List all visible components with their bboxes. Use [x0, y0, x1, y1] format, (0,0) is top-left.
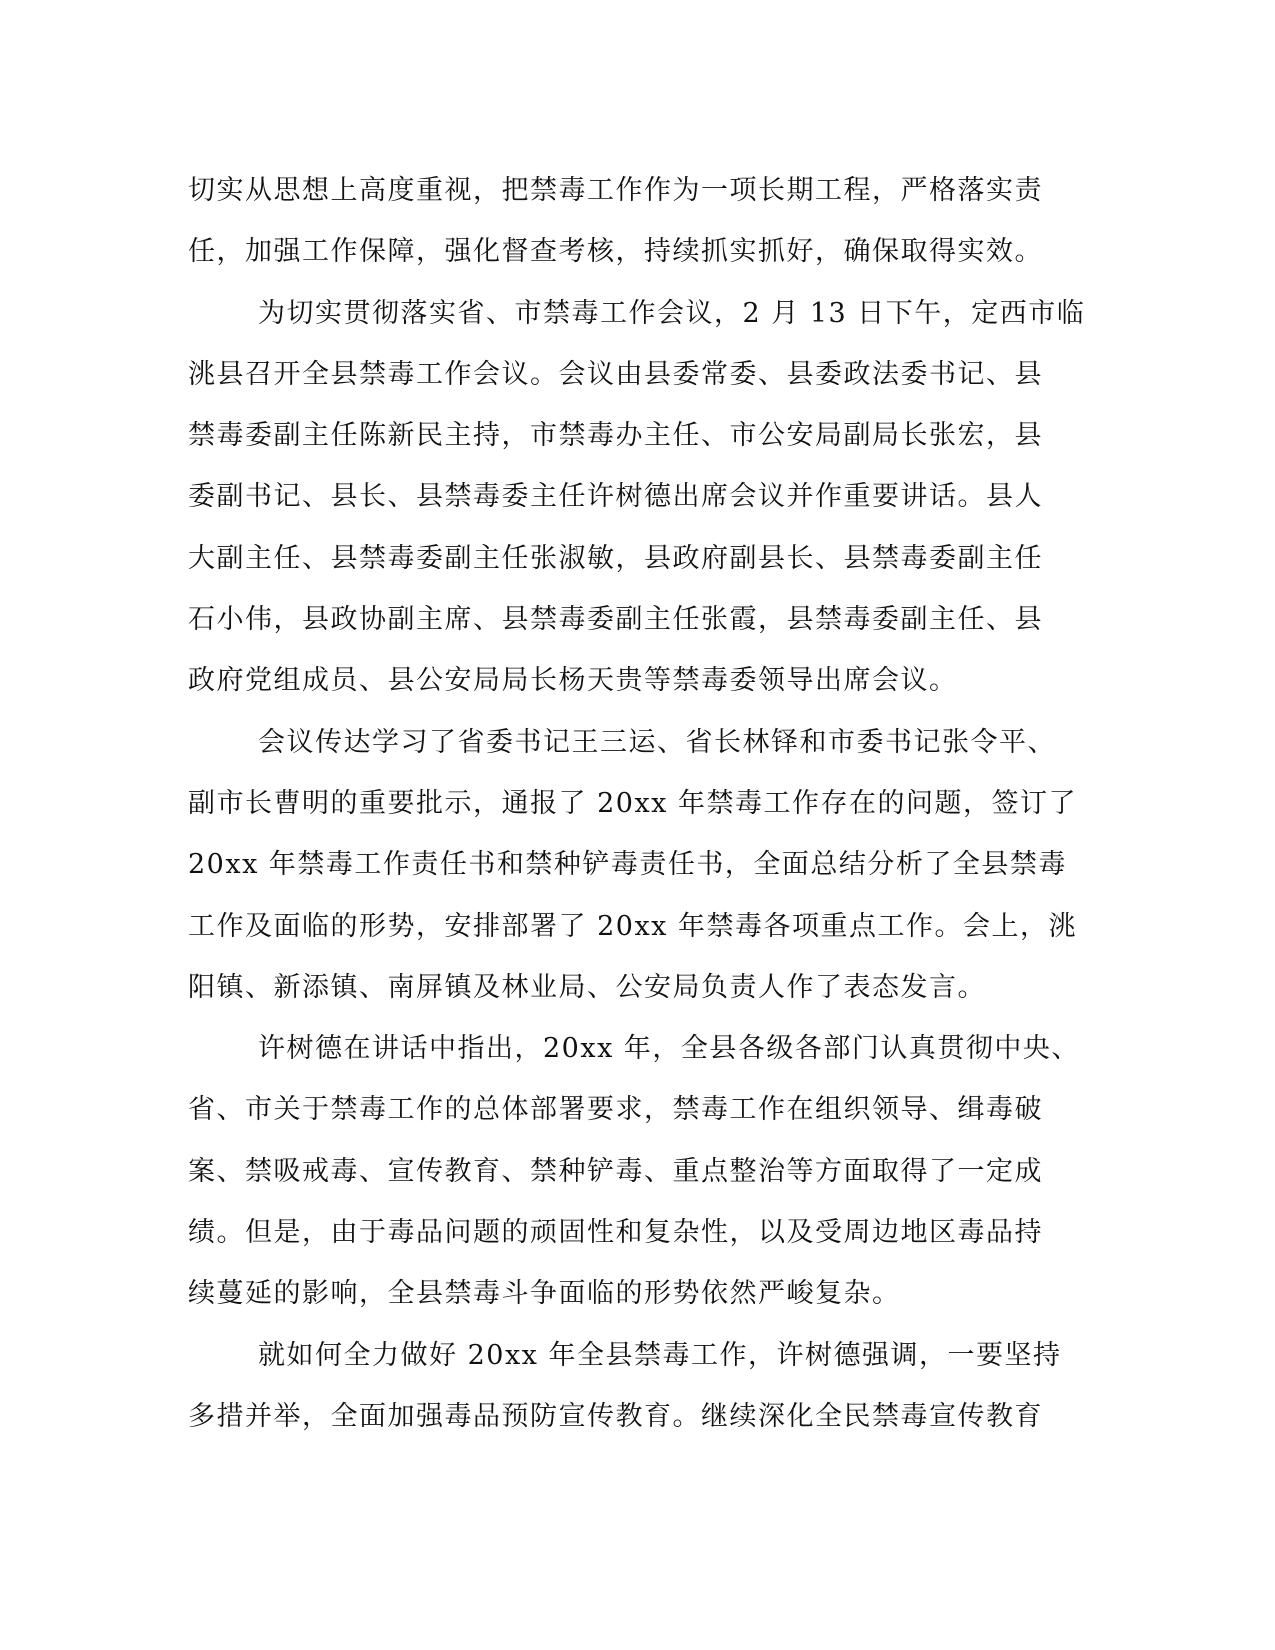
- text-line: 政府党组成员、县公安局局长杨天贵等禁毒委领导出席会议。: [188, 665, 958, 697]
- text-line: 多措并举，全面加强毒品预防宣传教育。继续深化全民禁毒宣传教育: [188, 1400, 1043, 1432]
- text-line: 绩。但是，由于毒品问题的顽固性和复杂性，以及受周边地区毒品持: [188, 1217, 1043, 1249]
- paragraph-start-line: 许树德在讲话中指出，20xx 年，全县各级各部门认真贯彻中央、: [258, 1033, 1080, 1065]
- text-line: 副市长曹明的重要批示，通报了 20xx 年禁毒工作存在的问题，签订了: [188, 787, 1077, 819]
- text-line: 石小伟，县政协副主席、县禁毒委副主任张霞，县禁毒委副主任、县: [188, 604, 1043, 636]
- paragraph-start-line: 会议传达学习了省委书记王三运、省长林铎和市委书记张令平、: [258, 726, 1056, 758]
- text-line: 委副书记、县长、县禁毒委主任许树德出席会议并作重要讲话。县人: [188, 481, 1043, 513]
- text-line: 续蔓延的影响，全县禁毒斗争面临的形势依然严峻复杂。: [188, 1278, 901, 1310]
- text-line: 任，加强工作保障，强化督查考核，持续抓实抓好，确保取得实效。: [188, 236, 1043, 268]
- document-body: [188, 160, 1086, 1447]
- paragraph-start-line: 就如何全力做好 20xx 年全县禁毒工作，许树德强调，一要坚持: [258, 1339, 1062, 1371]
- text-line: 大副主任、县禁毒委副主任张淑敏，县政府副县长、县禁毒委副主任: [188, 542, 1043, 574]
- text-line: 20xx 年禁毒工作责任书和禁种铲毒责任书，全面总结分析了全县禁毒: [188, 849, 1067, 881]
- text-line: 工作及面临的形势，安排部署了 20xx 年禁毒各项重点工作。会上，洮: [188, 910, 1077, 942]
- text-line: 省、市关于禁毒工作的总体部署要求，禁毒工作在组织领导、缉毒破: [188, 1094, 1043, 1126]
- text-line: 洮县召开全县禁毒工作会议。会议由县委常委、县委政法委书记、县: [188, 358, 1043, 390]
- text-line: 阳镇、新添镇、南屏镇及林业局、公安局负责人作了表态发言。: [188, 971, 986, 1003]
- paragraph-start-line: 为切实贯彻落实省、市禁毒工作会议，2 月 13 日下午，定西市临: [258, 297, 1086, 329]
- text-line: 切实从思想上高度重视，把禁毒工作作为一项长期工程，严格落实责: [188, 175, 1043, 206]
- text-line: 案、禁吸戒毒、宣传教育、禁种铲毒、重点整治等方面取得了一定成: [188, 1155, 1043, 1187]
- text-line: 禁毒委副主任陈新民主持，市禁毒办主任、市公安局副局长张宏，县: [188, 420, 1043, 452]
